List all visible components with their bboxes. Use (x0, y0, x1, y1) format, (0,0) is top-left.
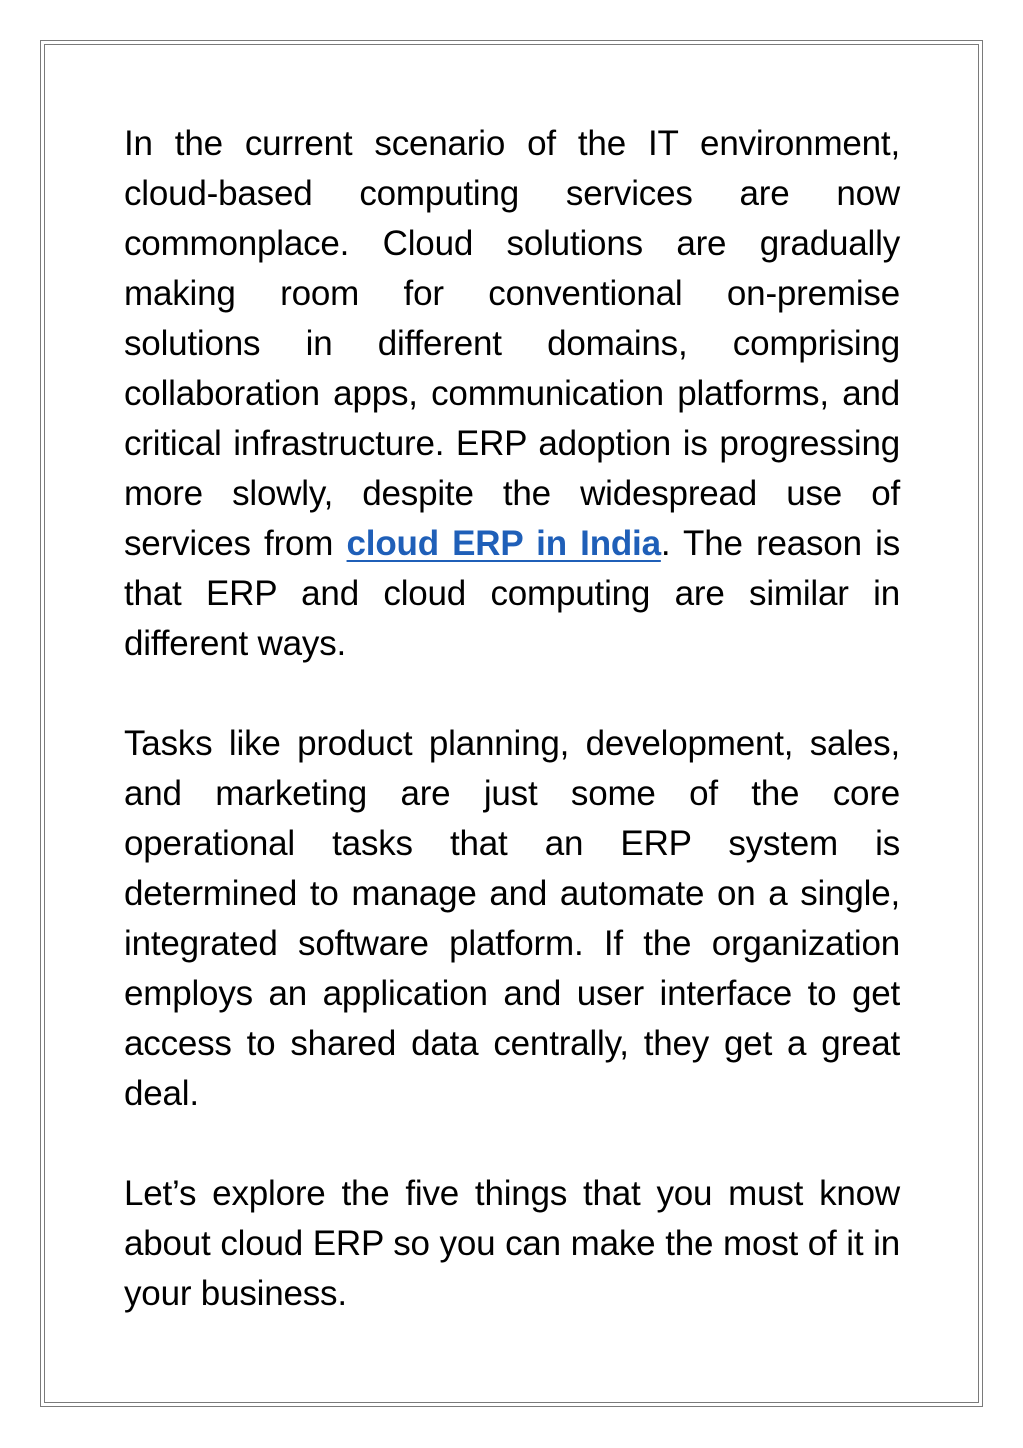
paragraph-explore: Let’s explore the five things that you must know about cloud ERP so you can make the most of it in your business. (124, 1174, 900, 1313)
paragraph-intro (124, 119, 900, 669)
paragraph-intro-text-start: In the current scenario of the IT environment, cloud-based computing services are now commonplace. Cloud solutions are gradually making room for conventional on-premise solutions in different domains, comprising collaboration apps, communication platforms, and critical infrastructure. ERP adoption is progressing more slowly, despite the widespread use of services from (124, 124, 900, 563)
paragraph-intro-text-end: . The reason is that ERP and cloud computing are similar in different ways. (124, 524, 900, 663)
document-body (124, 119, 900, 1319)
cloud-erp-india-link[interactable]: cloud ERP in India (346, 524, 661, 563)
paragraph-erp-tasks: Tasks like product planning, development, sales, and marketing are just some of the core operational tasks that an ERP system is determined to manage and automate on a single, integrated software platform. If the organization employs an application and user interface to get access to shared data centrally, they get a great deal. (124, 724, 900, 1113)
